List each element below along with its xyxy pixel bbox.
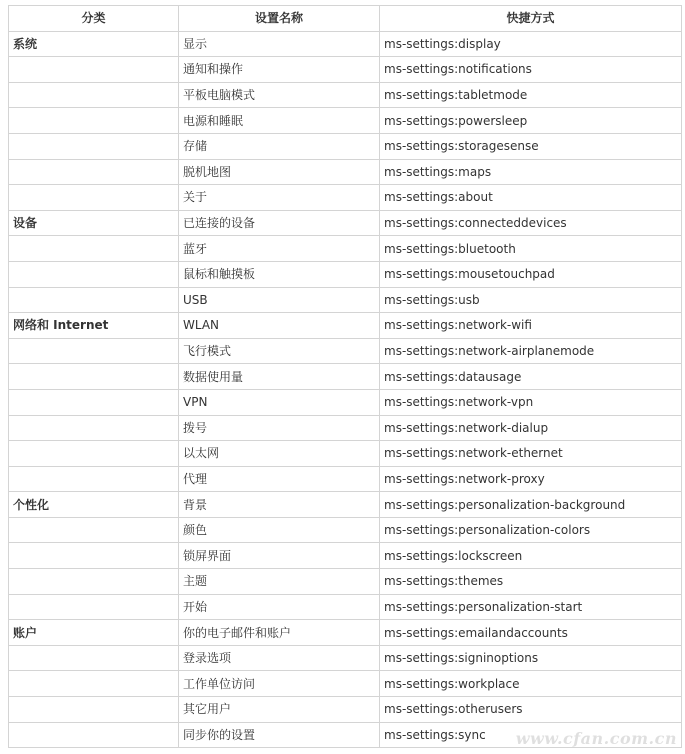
table-row (9, 415, 682, 441)
shortcut-cell: ms-settings:network-ethernet (380, 441, 682, 467)
category-cell (9, 594, 179, 620)
category-cell (9, 287, 179, 313)
setting-name-cell: 已连接的设备 (179, 210, 380, 236)
category-cell: 网络和 Internet (9, 313, 179, 339)
table-row (9, 185, 682, 211)
table-row (9, 108, 682, 134)
setting-name-cell: 登录选项 (179, 645, 380, 671)
setting-name-cell: 开始 (179, 594, 380, 620)
shortcut-cell: ms-settings:lockscreen (380, 543, 682, 569)
table-row (9, 671, 682, 697)
category-cell (9, 236, 179, 262)
shortcut-cell: ms-settings:network-airplanemode (380, 338, 682, 364)
category-cell (9, 441, 179, 467)
header-setting-name: 设置名称 (179, 6, 380, 32)
shortcut-cell: ms-settings:notifications (380, 57, 682, 83)
setting-name-cell: 以太网 (179, 441, 380, 467)
shortcut-cell: ms-settings:personalization-start (380, 594, 682, 620)
setting-name-cell: 平板电脑模式 (179, 82, 380, 108)
shortcut-cell: ms-settings:mousetouchpad (380, 261, 682, 287)
shortcut-cell: ms-settings:personalization-colors (380, 517, 682, 543)
shortcut-cell: ms-settings:personalization-background (380, 492, 682, 518)
table-row (9, 389, 682, 415)
table-row (9, 338, 682, 364)
setting-name-cell: 锁屏界面 (179, 543, 380, 569)
category-cell (9, 108, 179, 134)
table-row (9, 287, 682, 313)
shortcut-cell: ms-settings:workplace (380, 671, 682, 697)
table-row (9, 261, 682, 287)
category-cell: 账户 (9, 620, 179, 646)
table-row (9, 594, 682, 620)
table-row (9, 645, 682, 671)
site-watermark: www.cfan.com.cn (515, 729, 677, 748)
shortcut-cell: ms-settings:network-vpn (380, 389, 682, 415)
setting-name-cell: WLAN (179, 313, 380, 339)
shortcut-cell: ms-settings:emailandaccounts (380, 620, 682, 646)
shortcut-cell: ms-settings:otherusers (380, 697, 682, 723)
table-row (9, 569, 682, 595)
category-cell (9, 57, 179, 83)
category-cell (9, 338, 179, 364)
category-cell (9, 517, 179, 543)
setting-name-cell: 拨号 (179, 415, 380, 441)
setting-name-cell: 同步你的设置 (179, 722, 380, 748)
shortcut-cell: ms-settings:storagesense (380, 133, 682, 159)
table-row (9, 441, 682, 467)
category-cell (9, 185, 179, 211)
category-cell (9, 722, 179, 748)
table-row (9, 31, 682, 57)
setting-name-cell: 数据使用量 (179, 364, 380, 390)
shortcut-cell: ms-settings:themes (380, 569, 682, 595)
setting-name-cell: 主题 (179, 569, 380, 595)
setting-name-cell: 鼠标和触摸板 (179, 261, 380, 287)
setting-name-cell: 其它用户 (179, 697, 380, 723)
setting-name-cell: 存储 (179, 133, 380, 159)
table-row (9, 492, 682, 518)
table-row (9, 697, 682, 723)
setting-name-cell: 飞行模式 (179, 338, 380, 364)
table-row (9, 620, 682, 646)
shortcut-cell: ms-settings:display (380, 31, 682, 57)
setting-name-cell: 显示 (179, 31, 380, 57)
table-row (9, 159, 682, 185)
setting-name-cell: 背景 (179, 492, 380, 518)
category-cell (9, 645, 179, 671)
category-cell (9, 261, 179, 287)
category-cell: 设备 (9, 210, 179, 236)
table-row (9, 57, 682, 83)
table-row (9, 517, 682, 543)
category-cell (9, 82, 179, 108)
table-row (9, 133, 682, 159)
table-row (9, 210, 682, 236)
category-cell (9, 543, 179, 569)
header-row (9, 6, 682, 32)
shortcut-cell: ms-settings:maps (380, 159, 682, 185)
shortcut-cell: ms-settings:sync (380, 722, 682, 748)
table-body (9, 31, 682, 748)
category-cell (9, 389, 179, 415)
setting-name-cell: 蓝牙 (179, 236, 380, 262)
shortcut-cell: ms-settings:about (380, 185, 682, 211)
category-cell (9, 415, 179, 441)
category-cell (9, 133, 179, 159)
setting-name-cell: VPN (179, 389, 380, 415)
setting-name-cell: 电源和睡眠 (179, 108, 380, 134)
setting-name-cell: 颜色 (179, 517, 380, 543)
category-cell (9, 159, 179, 185)
shortcut-cell: ms-settings:datausage (380, 364, 682, 390)
category-cell (9, 569, 179, 595)
category-cell (9, 466, 179, 492)
category-cell: 个性化 (9, 492, 179, 518)
category-cell: 系统 (9, 31, 179, 57)
settings-shortcut-table (8, 5, 682, 748)
shortcut-cell: ms-settings:powersleep (380, 108, 682, 134)
header-category: 分类 (9, 6, 179, 32)
category-cell (9, 697, 179, 723)
table-header (9, 6, 682, 32)
setting-name-cell: 脱机地图 (179, 159, 380, 185)
table-row (9, 313, 682, 339)
shortcut-cell: ms-settings:network-wifi (380, 313, 682, 339)
table-row (9, 236, 682, 262)
setting-name-cell: 通知和操作 (179, 57, 380, 83)
table-row (9, 82, 682, 108)
shortcut-cell: ms-settings:usb (380, 287, 682, 313)
shortcut-cell: ms-settings:signinoptions (380, 645, 682, 671)
setting-name-cell: 关于 (179, 185, 380, 211)
shortcut-cell: ms-settings:bluetooth (380, 236, 682, 262)
setting-name-cell: 工作单位访问 (179, 671, 380, 697)
setting-name-cell: 代理 (179, 466, 380, 492)
shortcut-cell: ms-settings:network-proxy (380, 466, 682, 492)
shortcut-cell: ms-settings:connecteddevices (380, 210, 682, 236)
setting-name-cell: USB (179, 287, 380, 313)
table-row (9, 543, 682, 569)
category-cell (9, 671, 179, 697)
category-cell (9, 364, 179, 390)
table-row (9, 466, 682, 492)
table-row (9, 364, 682, 390)
shortcut-cell: ms-settings:tabletmode (380, 82, 682, 108)
header-shortcut: 快捷方式 (380, 6, 682, 32)
setting-name-cell: 你的电子邮件和账户 (179, 620, 380, 646)
shortcut-cell: ms-settings:network-dialup (380, 415, 682, 441)
